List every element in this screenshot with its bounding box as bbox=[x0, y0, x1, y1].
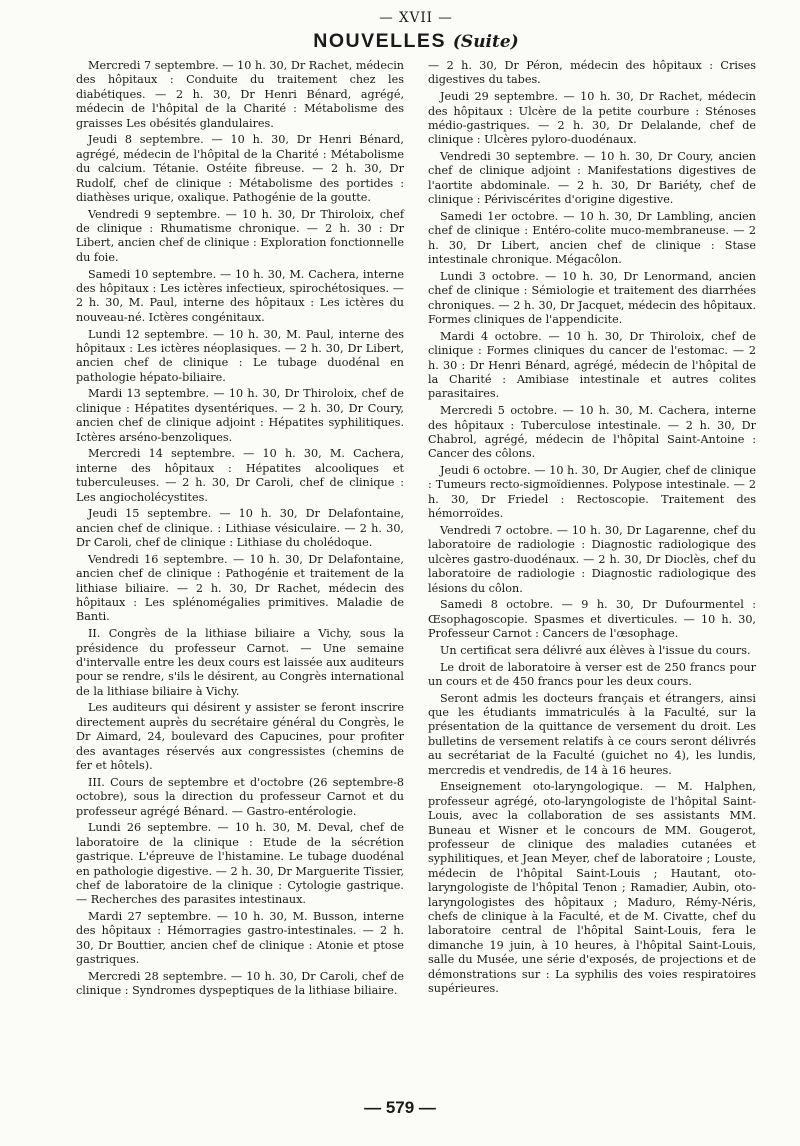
paragraph: II. Congrès de la lithiase biliaire a Vichy, sous la présidence du professeur Carnot. — Une semaine d'intervalle entre les deux cours est laissée aux auditeurs pour se rendre, s'ils le désirent, au Congrès international de la lithiase biliaire à Vichy. bbox=[76, 627, 404, 698]
paragraph: Les auditeurs qui désirent y assister se feront inscrire directement auprès du secrétaire général du Congrès, le Dr Aimard, 24, boulevard des Capucines, pour profiter des avantages réservés aux congressistes (chemins de fer et hôtels). bbox=[76, 701, 404, 773]
roman-page-number: — XVII — bbox=[379, 10, 453, 26]
paragraph: III. Cours de septembre et d'octobre (26 septembre-8 octobre), sous la direction du professeur Carnot et du professeur agrégé Bénard. — Gastro-entérologie. bbox=[76, 775, 404, 818]
paragraph: Vendredi 30 septembre. — 10 h. 30, Dr Coury, ancien chef de clinique adjoint : Manifestations digestives de l'aortite abdominale. — 2 h. 30, Dr Bariéty, chef de clinique : Périviscérites d'origine digestive. bbox=[428, 150, 756, 207]
paragraph: Jeudi 15 septembre. — 10 h. 30, Dr Delafontaine, ancien chef de clinique. : Lithiase vésiculaire. — 2 h. 30, Dr Caroli, chef de clinique : Lithiase du cholédoque. bbox=[76, 507, 404, 550]
left-column bbox=[76, 59, 404, 1001]
paragraph: Seront admis les docteurs français et étrangers, ainsi que les étudiants immatriculés à la Faculté, sur la présentation de la quittance de versement du droit. Les bulletins de versement relatifs à ce cours seront délivrés au secrétariat de la Faculté (guichet no 4), les lundis, mercredis et vendredis, de 14 à 16 heures. bbox=[428, 691, 756, 777]
paragraph: Lundi 26 septembre. — 10 h. 30, M. Deval, chef de laboratoire de la clinique : Etude de la sécrétion gastrique. L'épreuve de l'histamine. Le tubage duodénal en pathologie digestive. — 2 h. 30, Dr Marguerite Tissier, chef de laboratoire de la clinique : Cytologie gastrique. — Recherches des parasites intestinaux. bbox=[76, 821, 404, 907]
paragraph: Le droit de laboratoire à verser est de 250 francs pour un cours et de 450 francs pour les deux cours. bbox=[428, 660, 756, 688]
section-title-main: NOUVELLES bbox=[313, 30, 446, 52]
paragraph: Enseignement oto-laryngologique. — M. Halphen, professeur agrégé, oto-laryngologiste de l'hôpital Saint-Louis, avec la collaboration de ses assistants MM. Buneau et Wisner et le concours de MM. Gougerot, professeur de clinique des maladies cutanées et syphilitiques, et Jean Meyer, chef de laboratoire ; Louste, médecin de l'hôpital Saint-Louis ; Hautant, oto-laryngologiste de l'hôpital Tenon ; Ramadier, Aubin, oto-laryngologistes des hôpitaux ; Maduro, Rémy-Néris, chefs de clinique à la Faculté, et de M. Civatte, chef du laboratoire central de l'hôpital Saint-Louis, fera le dimanche 19 juin, à 10 heures, à l'hôpital Saint-Louis, salle du Musée, une série d'exposés, de projections et de démonstrations sur : La syphilis des voies respiratoires supérieures. bbox=[428, 780, 756, 996]
paragraph: Mardi 13 septembre. — 10 h. 30, Dr Thiroloix, chef de clinique : Hépatites dysentériques. — 2 h. 30, Dr Coury, ancien chef de clinique adjoint : Hépatites syphilitiques. Ictères arséno-benzoliques. bbox=[76, 387, 404, 444]
paragraph: Mercredi 28 septembre. — 10 h. 30, Dr Caroli, chef de clinique : Syndromes dyspeptiques de la lithiase biliaire. bbox=[76, 969, 404, 998]
section-title-suffix: (Suite) bbox=[452, 32, 519, 52]
paragraph: Lundi 3 octobre. — 10 h. 30, Dr Lenormand, ancien chef de clinique : Sémiologie et traitement des diarrhées chroniques. — 2 h. 30, Dr Jacquet, médecin des hôpitaux. Formes cliniques de l'appendicite. bbox=[428, 269, 756, 327]
right-column bbox=[428, 59, 756, 1001]
paragraph: Mercredi 14 septembre. — 10 h. 30, M. Cachera, interne des hôpitaux : Hépatites alcooliques et tuberculeuses. — 2 h. 30, Dr Caroli, chef de clinique : Les angiocholécystites. bbox=[76, 447, 404, 504]
paragraph: Vendredi 9 septembre. — 10 h. 30, Dr Thiroloix, chef de clinique : Rhumatisme chronique. — 2 h. 30 : Dr Libert, ancien chef de clinique : Exploration fonctionnelle du foie. bbox=[76, 207, 404, 264]
paragraph: Un certificat sera délivré aux élèves à l'issue du cours. bbox=[440, 643, 751, 657]
page-number: — 579 — bbox=[364, 1098, 436, 1117]
paragraph: Samedi 1er octobre. — 10 h. 30, Dr Lambling, ancien chef de clinique : Entéro-colite muco-membraneuse. — 2 h. 30, Dr Libert, ancien chef de clinique : Stase intestinale chronique. Mégacôlon. bbox=[428, 209, 756, 267]
paragraph: Jeudi 29 septembre. — 10 h. 30, Dr Rachet, médecin des hôpitaux : Ulcère de la petite courbure : Sténoses médio-gastriques. — 2 h. 30, Dr Delalande, chef de clinique : Ulcères pyloro-duodénaux. bbox=[428, 90, 756, 147]
section-title bbox=[76, 30, 756, 53]
paragraph: Jeudi 8 septembre. — 10 h. 30, Dr Henri Bénard, agrégé, médecin de l'hôpital de la Charité : Métabolisme du calcium. Tétanie. Ostéite fibreuse. — 2 h. 30, Dr Rudolf, chef de clinique : Métabolisme des portides : diathèses urique, oxalique. Pathogénie de la goutte. bbox=[76, 133, 404, 204]
paragraph: Samedi 8 octobre. — 9 h. 30, Dr Dufourmentel : Œsophagoscopie. Spasmes et diverticules. — 10 h. 30, Professeur Carnot : Cancers de l'œsophage. bbox=[428, 598, 756, 641]
paragraph: Mercredi 7 septembre. — 10 h. 30, Dr Rachet, médecin des hôpitaux : Conduite du traitement chez les diabétiques. — 2 h. 30, Dr Henri Bénard, agrégé, médecin de l'hôpital de la Charité : Métabolisme des graisses Les obésités glandulaires. bbox=[76, 59, 404, 130]
paragraph: Mardi 4 octobre. — 10 h. 30, Dr Thiroloix, chef de clinique : Formes cliniques du cancer de l'estomac. — 2 h. 30 : Dr Henri Bénard, agrégé, médecin de l'hôpital de la Charité : Amibiase intestinale et autres colites parasitaires. bbox=[428, 329, 756, 401]
paragraph: — 2 h. 30, Dr Péron, médecin des hôpitaux : Crises digestives du tabes. bbox=[428, 59, 756, 87]
paragraph: Mercredi 5 octobre. — 10 h. 30, M. Cachera, interne des hôpitaux : Tuberculose intestinale. — 2 h. 30, Dr Chabrol, agrégé, médecin de l'hôpital Saint-Antoine : Cancer des côlons. bbox=[428, 404, 756, 461]
paragraph: Vendredi 16 septembre. — 10 h. 30, Dr Delafontaine, ancien chef de clinique : Pathogénie et traitement de la lithiase biliaire. — 2 h. 30, Dr Rachet, médecin des hôpitaux : Les splénomégalies primitives. Maladie de Banti. bbox=[76, 552, 404, 624]
two-column-body bbox=[76, 59, 756, 1001]
paragraph: Jeudi 6 octobre. — 10 h. 30, Dr Augier, chef de clinique : Tumeurs recto-sigmoïdiennes. Polypose intestinale. — 2 h. 30, Dr Friedel : Rectoscopie. Traitement des hémorroïdes. bbox=[428, 464, 756, 521]
paragraph: Samedi 10 septembre. — 10 h. 30, M. Cachera, interne des hôpitaux : Les ictères infectieux, spirochétosiques. — 2 h. 30, M. Paul, interne des hôpitaux : Les ictères du nouveau-né. Ictères congénitaux. bbox=[76, 267, 404, 324]
paragraph: Vendredi 7 octobre. — 10 h. 30, Dr Lagarenne, chef du laboratoire de radiologie : Diagnostic radiologique des ulcères gastro-duodénaux. — 2 h. 30, Dr Dioclès, chef du laboratoire de radiologie : Diagnostic radiologique des lésions du côlon. bbox=[428, 523, 756, 595]
paragraph: Lundi 12 septembre. — 10 h. 30, M. Paul, interne des hôpitaux : Les ictères néoplasiques. — 2 h. 30, Dr Libert, ancien chef de clinique : Le tubage duodénal en pathologie hépato-biliaire. bbox=[76, 327, 404, 384]
paragraph: Mardi 27 septembre. — 10 h. 30, M. Busson, interne des hôpitaux : Hémorragies gastro-intestinales. — 2 h. 30, Dr Bouttier, ancien chef de clinique : Atonie et ptose gastriques. bbox=[76, 910, 404, 967]
